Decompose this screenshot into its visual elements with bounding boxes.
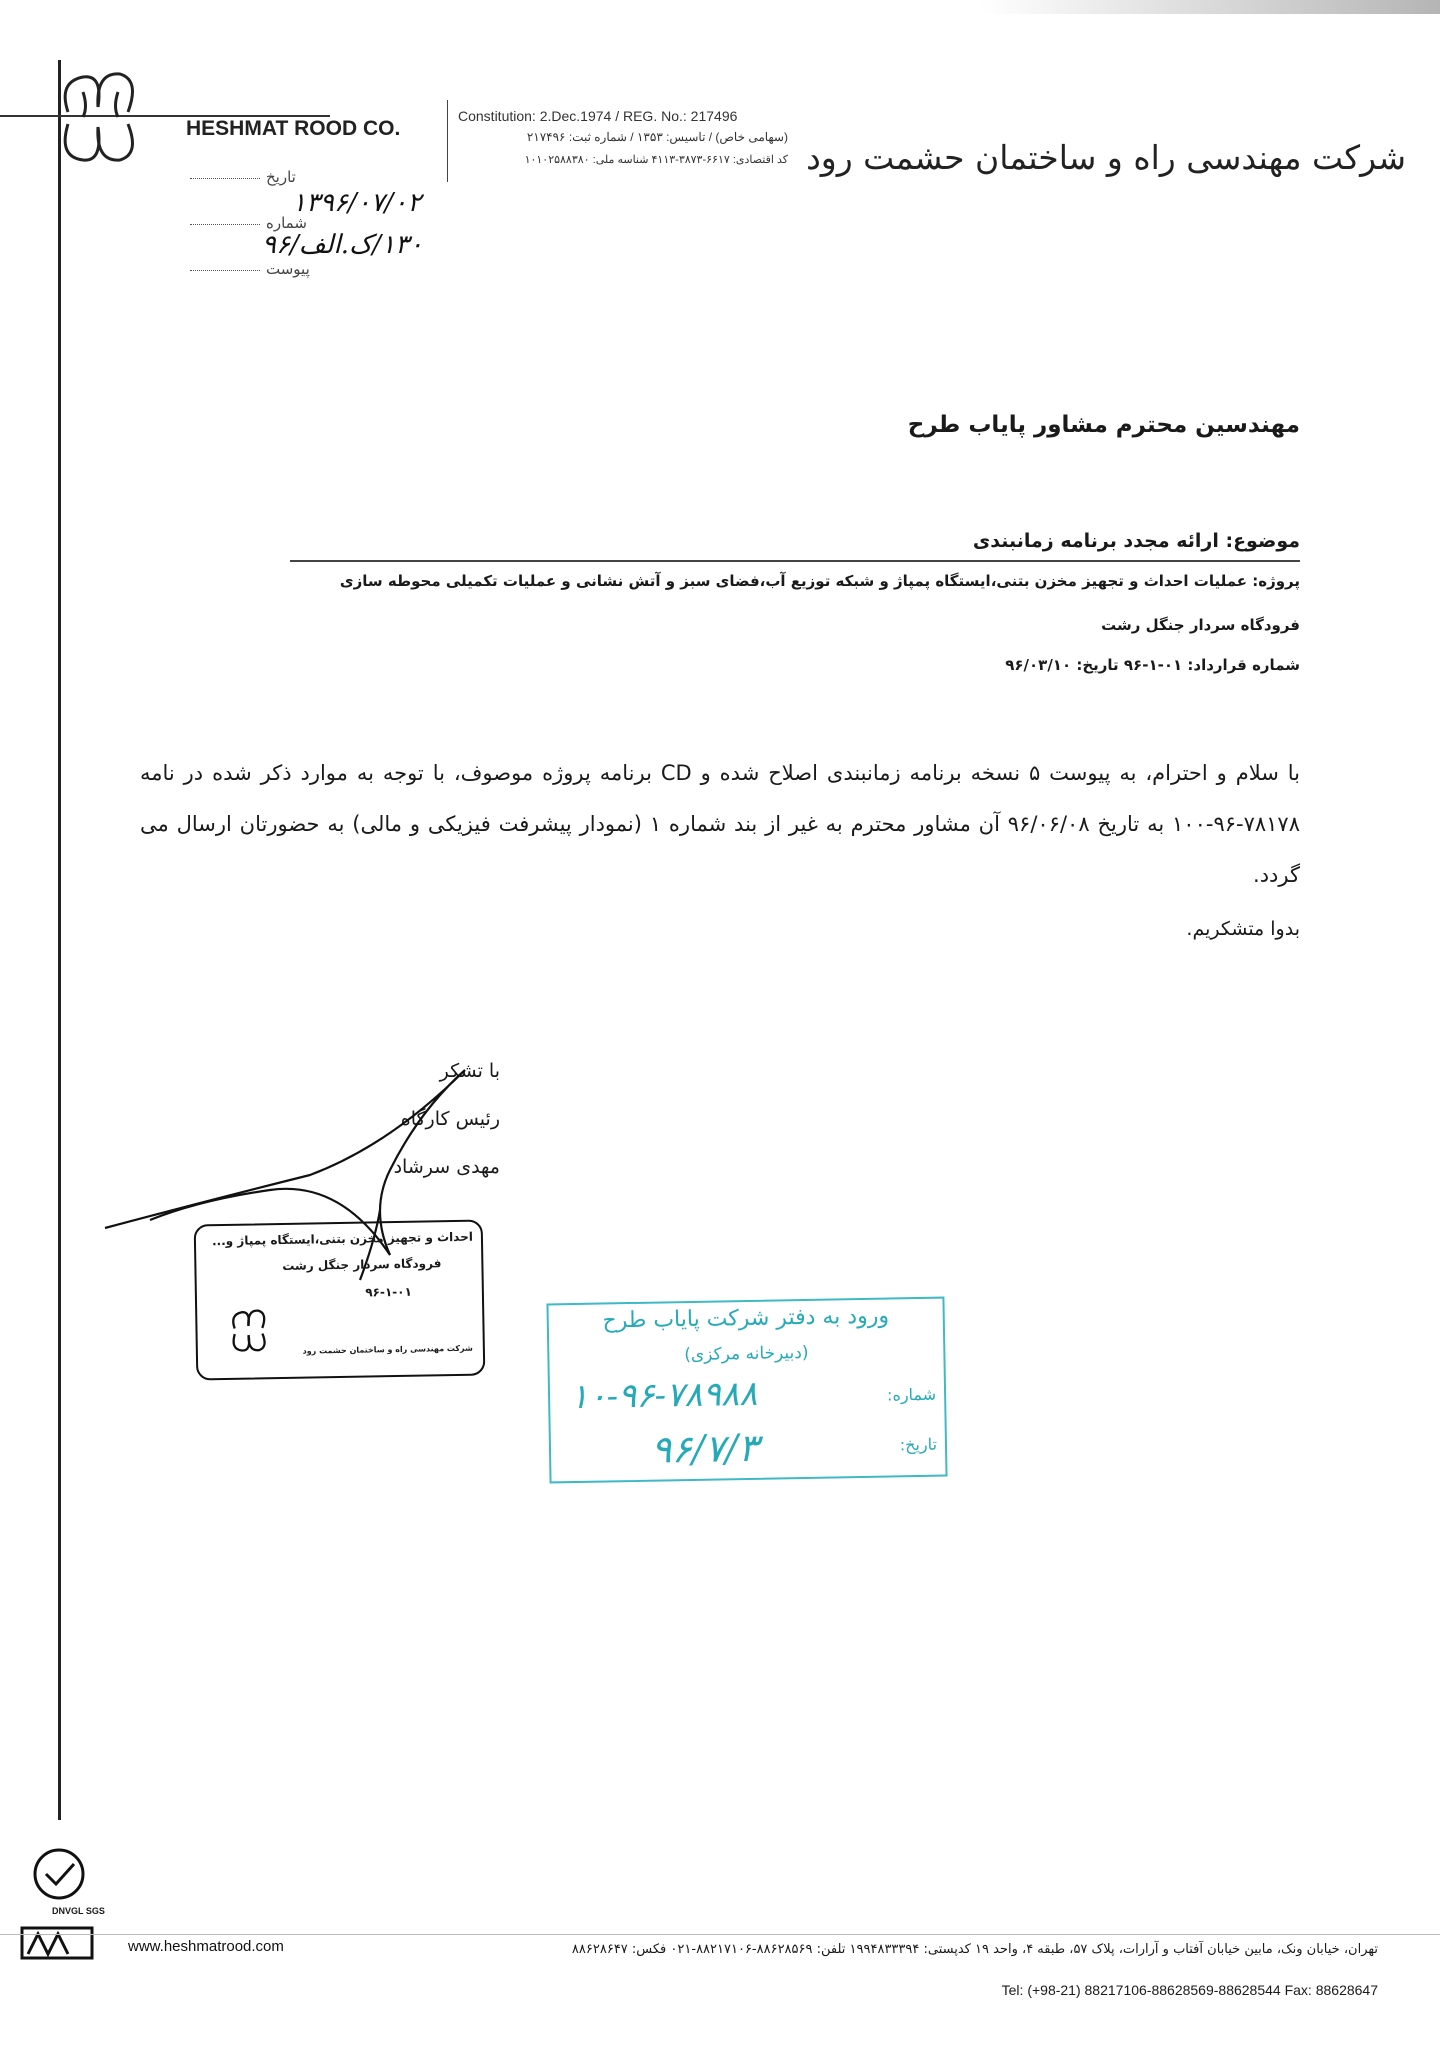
sign-thanks: با تشکر [439,1060,500,1082]
registration-box [447,100,794,182]
addressee: مهندسین محترم مشاور پایاب طرح [907,412,1300,438]
scan-artifact [980,0,1440,14]
stamp-title: ورود به دفتر شرکت پایاب طرح [602,1303,890,1334]
date-label: تاریخ [190,168,296,186]
stamp-number-label: شماره: [886,1384,937,1405]
stamp-subtitle: (دبیرخانه مرکزی) [684,1342,809,1366]
company-name-fa: شرکت مهندسی راه و ساختمان حشمت رود [806,138,1406,177]
stamp-location: فرودگاه سردار جنگل رشت [282,1256,442,1273]
registration-line-en: Constitution: 2.Dec.1974 / REG. No.: 217496 [458,108,738,124]
stamp-date-label: تاریخ: [899,1434,938,1455]
stamp-date-value: ۹۶/۷/۳ [650,1425,759,1472]
received-stamp [546,1297,947,1484]
letter-number: ۱۳۰/ک.الف/۹۶ [262,230,423,260]
stamp-contract: ۹۶-۱-۰۱ [365,1284,412,1300]
footer-contact-en: Tel: (+98-21) 88217106-88628569-88628544 Fax: 88628647 [1001,1982,1378,1998]
registration-line-fa: (سهامی خاص) / تاسیس: ۱۳۵۳ / شماره ثبت: ۲۱۷۴۹۶ [526,130,788,144]
attachment-label: پیوست [190,260,310,278]
footer-address-fa: تهران، خیابان ونک، مابین خیابان آفتاب و آرارات، پلاک ۵۷، طبقه ۴، واحد ۱۹ کدپستی: ۱۹۹۴۸۳۳۳۹۴ تلفن: ۸۸۶۲۸۵۶۹-۸۸۲۱۷۱۰۶-۰۲۱ فکس: ۸۸۶۲۸۶۴۷ [571,1942,1378,1957]
stamp-logo-icon [225,1303,272,1358]
footer-rule [0,1934,1440,1935]
letter-body [140,748,1300,901]
number-label: شماره [190,214,307,232]
stamp-project-line: احداث و تجهیز مخزن بتنی،ایستگاه پمپاژ و... [211,1229,474,1249]
company-name-en: HESHMAT ROOD CO. [186,117,401,140]
stamp-number-value: ۱۰-۹۶-۷۸۹۸۸ [569,1373,758,1418]
margin-rule [58,60,61,1820]
sign-title: رئیس کارگاه [400,1108,500,1130]
letter-date: ۱۳۹۶/۰۷/۰۲ [292,188,422,218]
contract-line: شماره قرارداد: ۰۱-۱-۹۶ تاریخ: ۹۶/۰۳/۱۰ [1005,656,1300,674]
certification-label: DNVGL SGS [52,1906,105,1916]
economic-code-line: کد اقتصادی: ۶۶۱۷-۳۸۷۳-۴۱۱۳ شناسه ملی: ۱۰۱۰۲۵۸۸۳۸۰ [524,154,788,166]
body-paragraph: با سلام و احترام، به پیوست ۵ نسخه برنامه زمانبندی اصلاح شده و CD برنامه پروژه موصوف، با توجه به موارد ذکر شده در نامه ۷۸۱۷۸-۹۶-۱۰۰ به تاریخ ۹۶/۰۶/۰۸ آن مشاور محترم به غیر از بند شماره ۱ (نمودار پیشرفت فیزیکی و مالی) به حضورتان ارسال می گردد. [140,761,1300,887]
subject: موضوع: ارائه مجدد برنامه زمانبندی [972,530,1300,552]
project-location: فرودگاه سردار جنگل رشت [1101,616,1300,634]
closing-line: بدوا متشکریم. [1186,918,1300,940]
company-stamp [194,1219,486,1380]
project-line: پروژه: عملیات احداث و تجهیز مخزن بتنی،ایستگاه پمپاژ و شبکه توزیع آب،فضای سبز و آتش نشانی و عملیات تکمیلی محوطه سازی [339,572,1300,590]
website-link[interactable]: www.heshmatrood.com [128,1938,284,1955]
stamp-company: شرکت مهندسی راه و ساختمان حشمت رود [302,1343,473,1356]
sign-name: مهدی سرشاد [393,1156,500,1178]
subject-rule [290,560,1300,562]
certification-logos [14,1842,104,1962]
company-logo [48,62,148,172]
